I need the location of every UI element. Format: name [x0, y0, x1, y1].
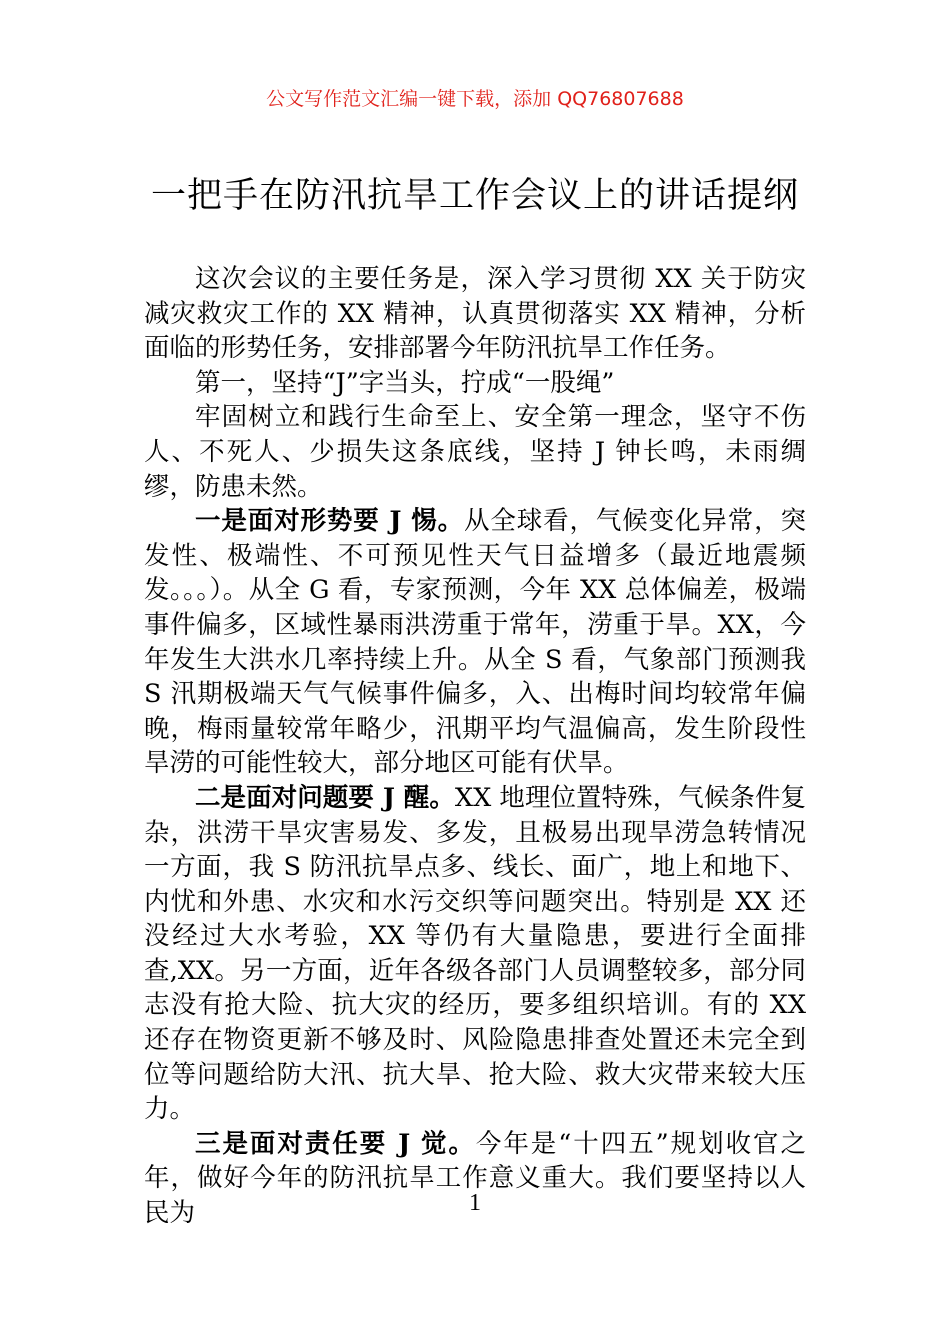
document-body	[144, 262, 806, 1231]
paragraph-lead: 三是面对责任要 J 觉。	[195, 1128, 476, 1159]
paragraph	[144, 366, 806, 401]
paragraph-lead: 一是面对形势要 J 惕。	[195, 506, 464, 537]
paragraph	[144, 504, 806, 781]
document-title: 一把手在防汛抗旱工作会议上的讲话提纲	[150, 176, 799, 216]
paragraph-text: XX 地理位置特殊，气候条件复杂，洪涝干旱灾害易发、多发，且极易出现旱涝急转情况一方面，我 S 防汛抗旱点多、线长、面广，地上和地下、内忧和外患、水灾和水污交织等问题突出。特别是 XX 还没经过大水考验，XX 等仍有大量隐患，要进行全面排查,XX。另一方面，近年各级各部门人员调整较多，部分同志没有抢大险、抗大灾的经历，要多组织培训。有的 XX 还存在物资更新不够及时、风险隐患排查处置还未完全到位等问题给防大汛、抗大旱、抢大险、救大灾带来较大压力。	[144, 782, 806, 1125]
paragraph-lead: 二是面对问题要 J 醒。	[195, 782, 455, 813]
paragraph	[144, 781, 806, 1127]
paragraph-text: 今年是“十四五”规划收官之年，做好今年的防汛抗旱工作意义重大。我们要坚持以人民为	[144, 1128, 806, 1229]
paragraph	[144, 400, 806, 504]
paragraph-text: 从全球看，气候变化异常，突发性、极端性、不可预见性天气日益增多（最近地震频发。。。）。从全 G 看，专家预测，今年 XX 总体偏差，极端事件偏多，区域性暴雨洪涝重于常年，涝重于旱。XX，今年发生大洪水几率持续上升。从全 S 看，气象部门预测我 S 汛期极端天气气候事件偏多，入、出梅时间均较常年偏晚，梅雨量较常年略少，汛期平均气温偏高，发生阶段性旱涝的可能性较大，部分地区可能有伏旱。	[144, 506, 806, 779]
section-heading: 第一，坚持“J”字当头，拧成“一股绳”	[195, 367, 615, 398]
paragraph-text: 牢固树立和践行生命至上、安全第一理念，坚守不伤人、不死人、少损失这条底线，坚持 J 钟长鸣，未雨绸缪，防患未然。	[144, 402, 806, 502]
promo-banner: 公文写作范文汇编一键下载，添加 QQ76807688	[266, 88, 684, 110]
paragraph-text: 这次会议的主要任务是，深入学习贯彻 XX 关于防灾减灾救灾工作的 XX 精神，认真贯彻落实 XX 精神，分析面临的形势任务，安排部署今年防汛抗旱工作任务。	[144, 264, 806, 364]
page-number: 1	[469, 1190, 481, 1216]
paragraph	[144, 262, 806, 366]
